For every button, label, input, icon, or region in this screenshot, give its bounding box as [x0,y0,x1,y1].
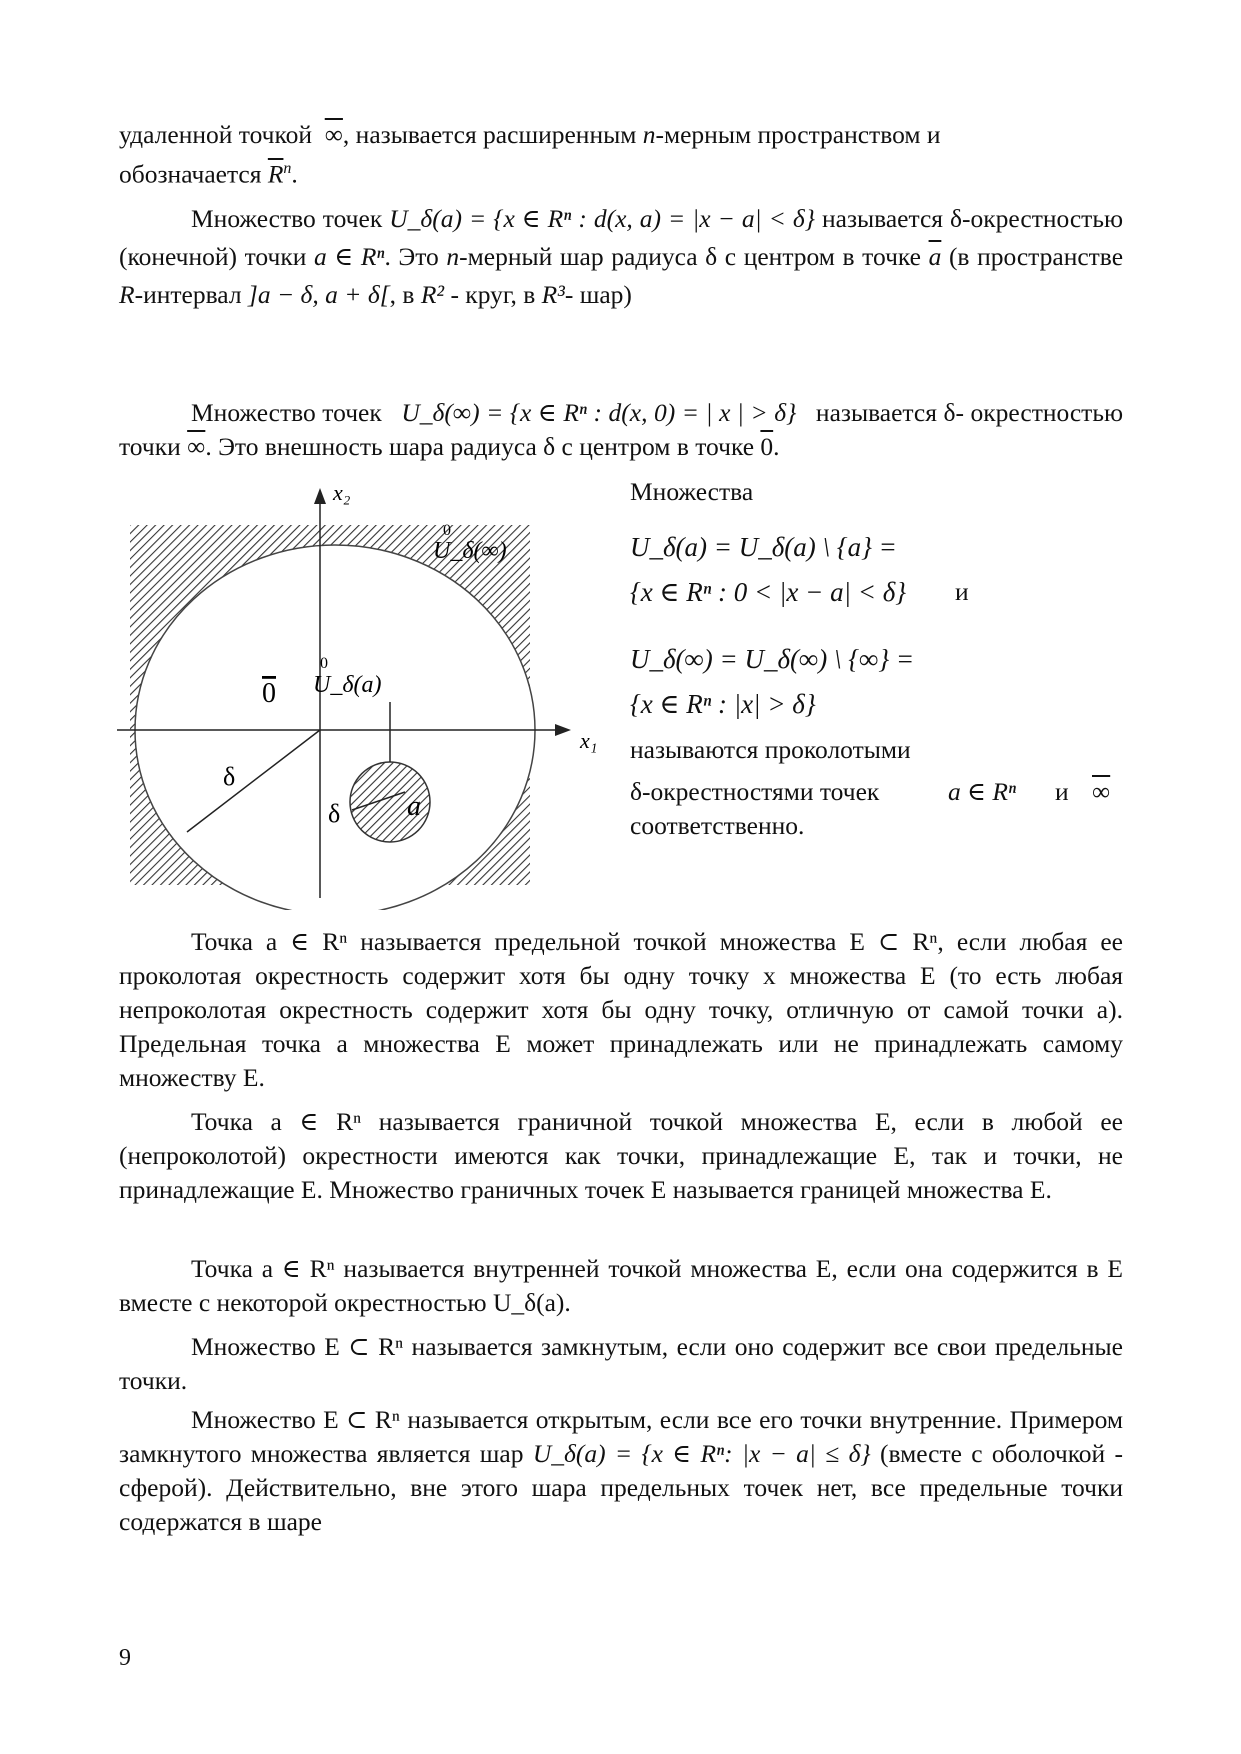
x2-label: x₂ [333,480,351,505]
formula-neighborhood: U_δ(a) = {x ∈ Rⁿ : d(x, a) = |x − a| < δ} [389,204,815,233]
delta-big-label: δ [223,762,236,791]
paragraph-3: Множество точек U_δ(∞) = {x ∈ Rⁿ : d(x, 0) = | x | > δ} называется δ- окрестностью точки ∞. Это внешность шара радиуса δ с центром в точке 0. [119,398,1124,461]
ring-zero-u-inf: 0 [443,522,451,539]
side-formula-4: {x ∈ Rⁿ : |x| > δ} [630,689,816,719]
formula-infinity-neighborhood: U_δ(∞) = {x ∈ Rⁿ : d(x, 0) = | x | > δ} [401,398,797,427]
side-title: Множества [630,477,754,506]
delta-small-label: δ [328,799,341,828]
zero-label: 0 [262,678,276,709]
big-ball [135,545,535,910]
paragraph-1: удаленной точкой ∞, называется расширенным n-мерным пространством и обозначается $\overline{R}^n$. [119,120,941,189]
paragraph-5: Точка a ∈ Rⁿ называется граничной точкой множества E, если в любой ее (непроколотой) окрестности имеются как точки, принадлежащие E, так и точки, не принадлежащие E. Множество граничных точек E называется границей множества E. [119,1107,1123,1204]
x1-label: x₁ [580,728,598,753]
formula-closed-ball: U_δ(a) = {x ∈ Rⁿ: |x − a| ≤ δ} [532,1439,871,1468]
neighborhood-figure [115,480,615,910]
side-text-3: соответственно. [630,811,805,840]
paragraph-2: Множество точек U_δ(a) = {x ∈ Rⁿ : d(x, a) = |x − a| < δ} называется δ-окрестностью (конечной) точки a ∈ Rⁿ. Это n-мерный шар радиуса δ с центром в точке $\overline{a}$ (в пространстве R-интервал ]a − δ, a + δ[, в R² - круг, в R³- шар) [119,204,1124,309]
ring-zero-u-a: 0 [320,655,328,672]
side-formula-2: {x ∈ Rⁿ : 0 < |x − a| < δ} [630,577,907,607]
x1-arrow-icon [555,724,571,736]
side-text-2d: ∞ [1092,777,1111,806]
u-inf-label: U_δ(∞) [433,538,507,564]
x2-arrow-icon [314,488,326,504]
a-label: a [407,791,421,822]
side-text-1: называются проколотыми [630,735,911,764]
side-formula-3: U_δ(∞) = U_δ(∞) \ {∞} = [630,644,915,674]
side-text-2b: a ∈ Rⁿ [948,777,1016,806]
page-number: 9 [119,1645,131,1671]
side-text-2a: δ-окрестностями точек [630,777,880,806]
u-a-label: U_δ(a) [313,672,382,698]
infinity-symbol: ∞ [324,120,343,149]
side-formula-1: U_δ(a) = U_δ(a) \ {a} = [630,532,897,562]
paragraph-8: Множество E ⊂ Rⁿ называется открытым, если все его точки внутренние. Примером замкнутого множества является шар U_δ(a) = {x ∈ Rⁿ: |x − a| ≤ δ} (вместе с оболочкой - сферой). Действительно, вне этого шара предельных точек нет, все предельные точки содержатся в шаре [119,1405,1124,1536]
side-text-2c: и [1055,777,1069,806]
paragraph-4: Точка a ∈ Rⁿ называется предельной точкой множества E ⊂ Rⁿ, если любая ее проколотая окрестность содержит хотя бы одну точку x множества E (то есть любая непроколотая окрестность содержит хотя бы одну точку, отличную от самой точки a). Предельная точка a множества E может принадлежать или не принадлежать самому множеству E. [119,927,1123,1092]
side-and: и [955,577,969,606]
paragraph-7: Множество E ⊂ Rⁿ называется замкнутым, если оно содержит все свои предельные точки. [119,1332,1123,1395]
paragraph-6: Точка a ∈ Rⁿ называется внутренней точкой множества E, если она содержится в E вместе с некоторой окрестностью U_δ(a). [119,1254,1123,1317]
